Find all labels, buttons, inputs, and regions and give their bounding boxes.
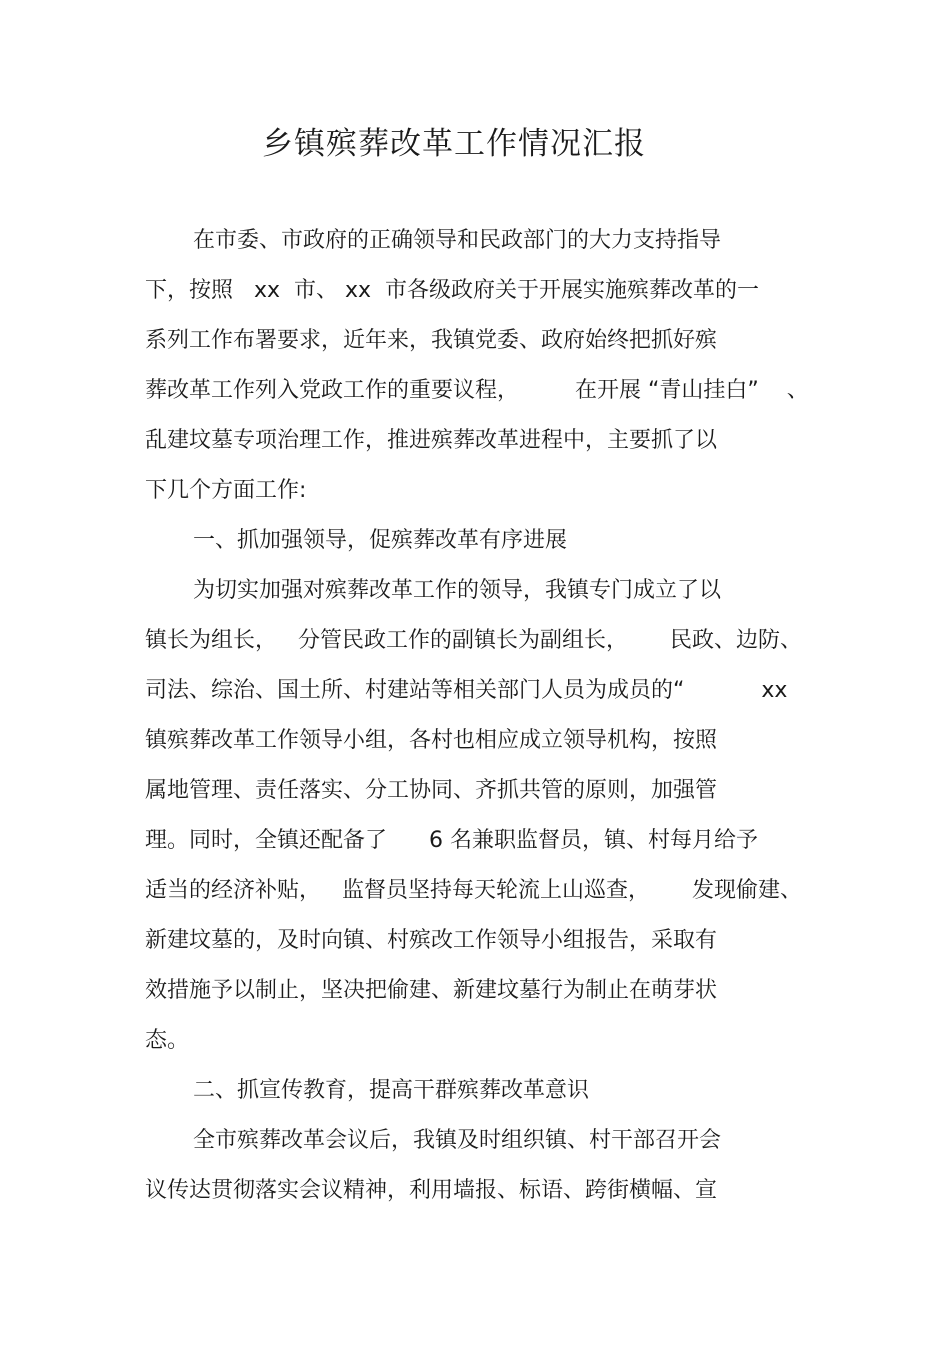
- paragraph-line: 理。同时，全镇还配备了 6 名兼职监督员，镇、村每月给予: [145, 828, 758, 853]
- section-heading: 一、抓加强领导，促殡葬改革有序进展: [193, 528, 568, 553]
- paragraph-line: 葬改革工作列入党政工作的重要议程， 在开展 “青山挂白” 、: [145, 378, 809, 403]
- document-title: 乡镇殡葬改革工作情况汇报: [262, 126, 646, 162]
- paragraph-line: 效措施予以制止，坚决把偷建、新建坟墓行为制止在萌芽状: [145, 978, 718, 1003]
- paragraph-line: 乱建坟墓专项治理工作，推进殡葬改革进程中，主要抓了以: [145, 428, 718, 453]
- paragraph-line: 下几个方面工作:: [145, 478, 307, 503]
- section-heading: 二、抓宣传教育，提高干群殡葬改革意识: [193, 1078, 590, 1103]
- paragraph-line: 下，按照 xx 市、 xx 市各级政府关于开展实施殡葬改革的一: [145, 278, 760, 303]
- paragraph-line: 镇长为组长， 分管民政工作的副镇长为副组长， 民政、边防、: [145, 628, 802, 653]
- paragraph-line: 司法、综治、国土所、村建站等相关部门人员为成员的“ xx: [145, 678, 788, 703]
- paragraph-line: 镇殡葬改革工作领导小组，各村也相应成立领导机构，按照: [145, 728, 718, 753]
- paragraph-line: 在市委、市政府的正确领导和民政部门的大力支持指导: [193, 228, 722, 253]
- paragraph-line: 全市殡葬改革会议后，我镇及时组织镇、村干部召开会: [193, 1128, 722, 1153]
- paragraph-line: 态。: [145, 1028, 190, 1053]
- paragraph-line: 属地管理、责任落实、分工协同、齐抓共管的原则，加强管: [145, 778, 718, 803]
- paragraph-line: 系列工作布署要求，近年来，我镇党委、政府始终把抓好殡: [145, 328, 718, 353]
- paragraph-line: 为切实加强对殡葬改革工作的领导，我镇专门成立了以: [193, 578, 722, 603]
- paragraph-line: 新建坟墓的，及时向镇、村殡改工作领导小组报告，采取有: [145, 928, 718, 953]
- paragraph-line: 议传达贯彻落实会议精神，利用墙报、标语、跨街横幅、宣: [145, 1178, 718, 1203]
- paragraph-line: 适当的经济补贴， 监督员坚持每天轮流上山巡查， 发现偷建、: [145, 878, 802, 903]
